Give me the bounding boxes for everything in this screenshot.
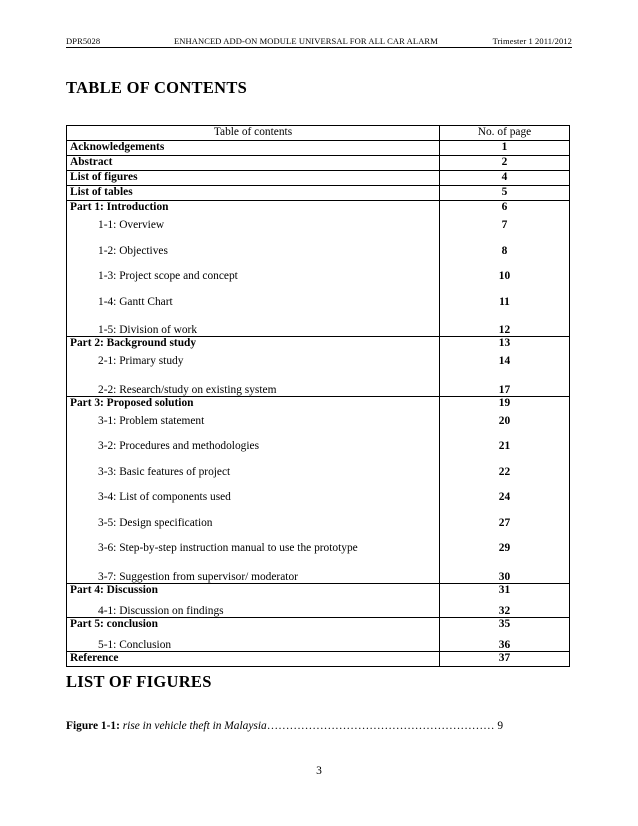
toc-entry-label: 4-1: Discussion on findings (67, 598, 440, 618)
toc-entry-page: 36 (440, 632, 570, 652)
toc-entry-label: 3-5: Design specification (67, 513, 440, 539)
toc-entry-label: 3-4: List of components used (67, 487, 440, 513)
toc-section-row (67, 186, 570, 201)
toc-subsection-row (67, 564, 570, 584)
toc-entry-label: 2-2: Research/study on existing system (67, 377, 440, 397)
toc-section-row (67, 396, 570, 411)
toc-subsection-row (67, 598, 570, 618)
toc-subsection-row (67, 241, 570, 267)
figure-entry-caption: rise in vehicle theft in Malaysia (122, 720, 267, 732)
toc-entry-label: 3-2: Procedures and methodologies (67, 436, 440, 462)
figure-entry-page: 9 (497, 720, 504, 732)
toc-entry-label: 1-2: Objectives (67, 241, 440, 267)
figure-entry-label: Figure 1-1: (66, 720, 120, 732)
toc-entry-label: Acknowledgements (67, 141, 440, 156)
toc-subsection-row (67, 411, 570, 437)
toc-subsection-row (67, 266, 570, 292)
toc-entry-page: 21 (440, 436, 570, 462)
toc-subsection-row (67, 215, 570, 241)
toc-section-row (67, 156, 570, 171)
toc-entry-label: Part 2: Background study (67, 337, 440, 352)
toc-entry-label: Part 4: Discussion (67, 583, 440, 598)
figure-entry (66, 720, 536, 732)
toc-subsection-row (67, 487, 570, 513)
toc-entry-page: 12 (440, 317, 570, 337)
toc-entry-label: 1-5: Division of work (67, 317, 440, 337)
toc-entry-label: Part 3: Proposed solution (67, 396, 440, 411)
toc-entry-page: 5 (440, 186, 570, 201)
toc-table (66, 125, 570, 667)
toc-section-row (67, 171, 570, 186)
toc-section-row (67, 583, 570, 598)
toc-header-page: No. of page (440, 126, 570, 141)
page-number: 3 (316, 765, 322, 777)
toc-subsection-row (67, 351, 570, 377)
toc-entry-page: 22 (440, 462, 570, 488)
toc-entry-page: 32 (440, 598, 570, 618)
toc-subsection-row (67, 292, 570, 318)
toc-entry-page: 35 (440, 617, 570, 632)
toc-entry-label: 1-1: Overview (67, 215, 440, 241)
toc-entry-page: 20 (440, 411, 570, 437)
toc-entry-label: 1-3: Project scope and concept (67, 266, 440, 292)
toc-subsection-row (67, 436, 570, 462)
toc-subsection-row (67, 462, 570, 488)
toc-subsection-row (67, 538, 570, 564)
toc-entry-page: 19 (440, 396, 570, 411)
toc-subsection-row (67, 513, 570, 539)
toc-entry-label: 2-1: Primary study (67, 351, 440, 377)
toc-entry-page: 13 (440, 337, 570, 352)
figures-title: LIST OF FIGURES (66, 672, 212, 691)
toc-section-row (67, 617, 570, 632)
toc-entry-label: 3-1: Problem statement (67, 411, 440, 437)
toc-entry-label: 3-7: Suggestion from supervisor/ moderator (67, 564, 440, 584)
toc-subsection-row (67, 377, 570, 397)
toc-title: TABLE OF CONTENTS (66, 78, 248, 97)
toc-entry-label: Abstract (67, 156, 440, 171)
toc-entry-page: 11 (440, 292, 570, 318)
toc-entry-label: Part 1: Introduction (67, 201, 440, 216)
toc-header-contents: Table of contents (67, 126, 440, 141)
toc-entry-label: List of figures (67, 171, 440, 186)
toc-subsection-row (67, 632, 570, 652)
toc-entry-label: 3-3: Basic features of project (67, 462, 440, 488)
toc-section-row (67, 337, 570, 352)
figure-entry-leader: …………………………………………………… (266, 720, 495, 732)
toc-header-row (67, 126, 570, 141)
toc-entry-label: Part 5: conclusion (67, 617, 440, 632)
toc-entry-page: 31 (440, 583, 570, 598)
toc-entry-page: 2 (440, 156, 570, 171)
toc-entry-label: Reference (67, 651, 440, 666)
header-trimester: Trimester 1 2011/2012 (492, 36, 572, 46)
toc-entry-label: 5-1: Conclusion (67, 632, 440, 652)
toc-entry-page: 27 (440, 513, 570, 539)
toc-entry-page: 14 (440, 351, 570, 377)
toc-entry-label: 1-4: Gantt Chart (67, 292, 440, 318)
toc-entry-page: 10 (440, 266, 570, 292)
toc-entry-page: 29 (440, 538, 570, 564)
toc-section-row (67, 651, 570, 666)
header-course-code: DPR5028 (66, 36, 101, 46)
toc-entry-label: 3-6: Step-by-step instruction manual to use the prototype (67, 538, 440, 564)
toc-entry-page: 6 (440, 201, 570, 216)
toc-entry-page: 8 (440, 241, 570, 267)
toc-subsection-row (67, 317, 570, 337)
toc-entry-page: 17 (440, 377, 570, 397)
toc-entry-page: 1 (440, 141, 570, 156)
toc-section-row (67, 201, 570, 216)
toc-section-row (67, 141, 570, 156)
toc-entry-page: 7 (440, 215, 570, 241)
toc-entry-page: 24 (440, 487, 570, 513)
header-rule (66, 47, 572, 48)
toc-entry-page: 37 (440, 651, 570, 666)
toc-entry-page: 30 (440, 564, 570, 584)
toc-entry-label: List of tables (67, 186, 440, 201)
toc-entry-page: 4 (440, 171, 570, 186)
header-project-title: ENHANCED ADD-ON MODULE UNIVERSAL FOR ALL CAR ALARM (174, 36, 438, 46)
